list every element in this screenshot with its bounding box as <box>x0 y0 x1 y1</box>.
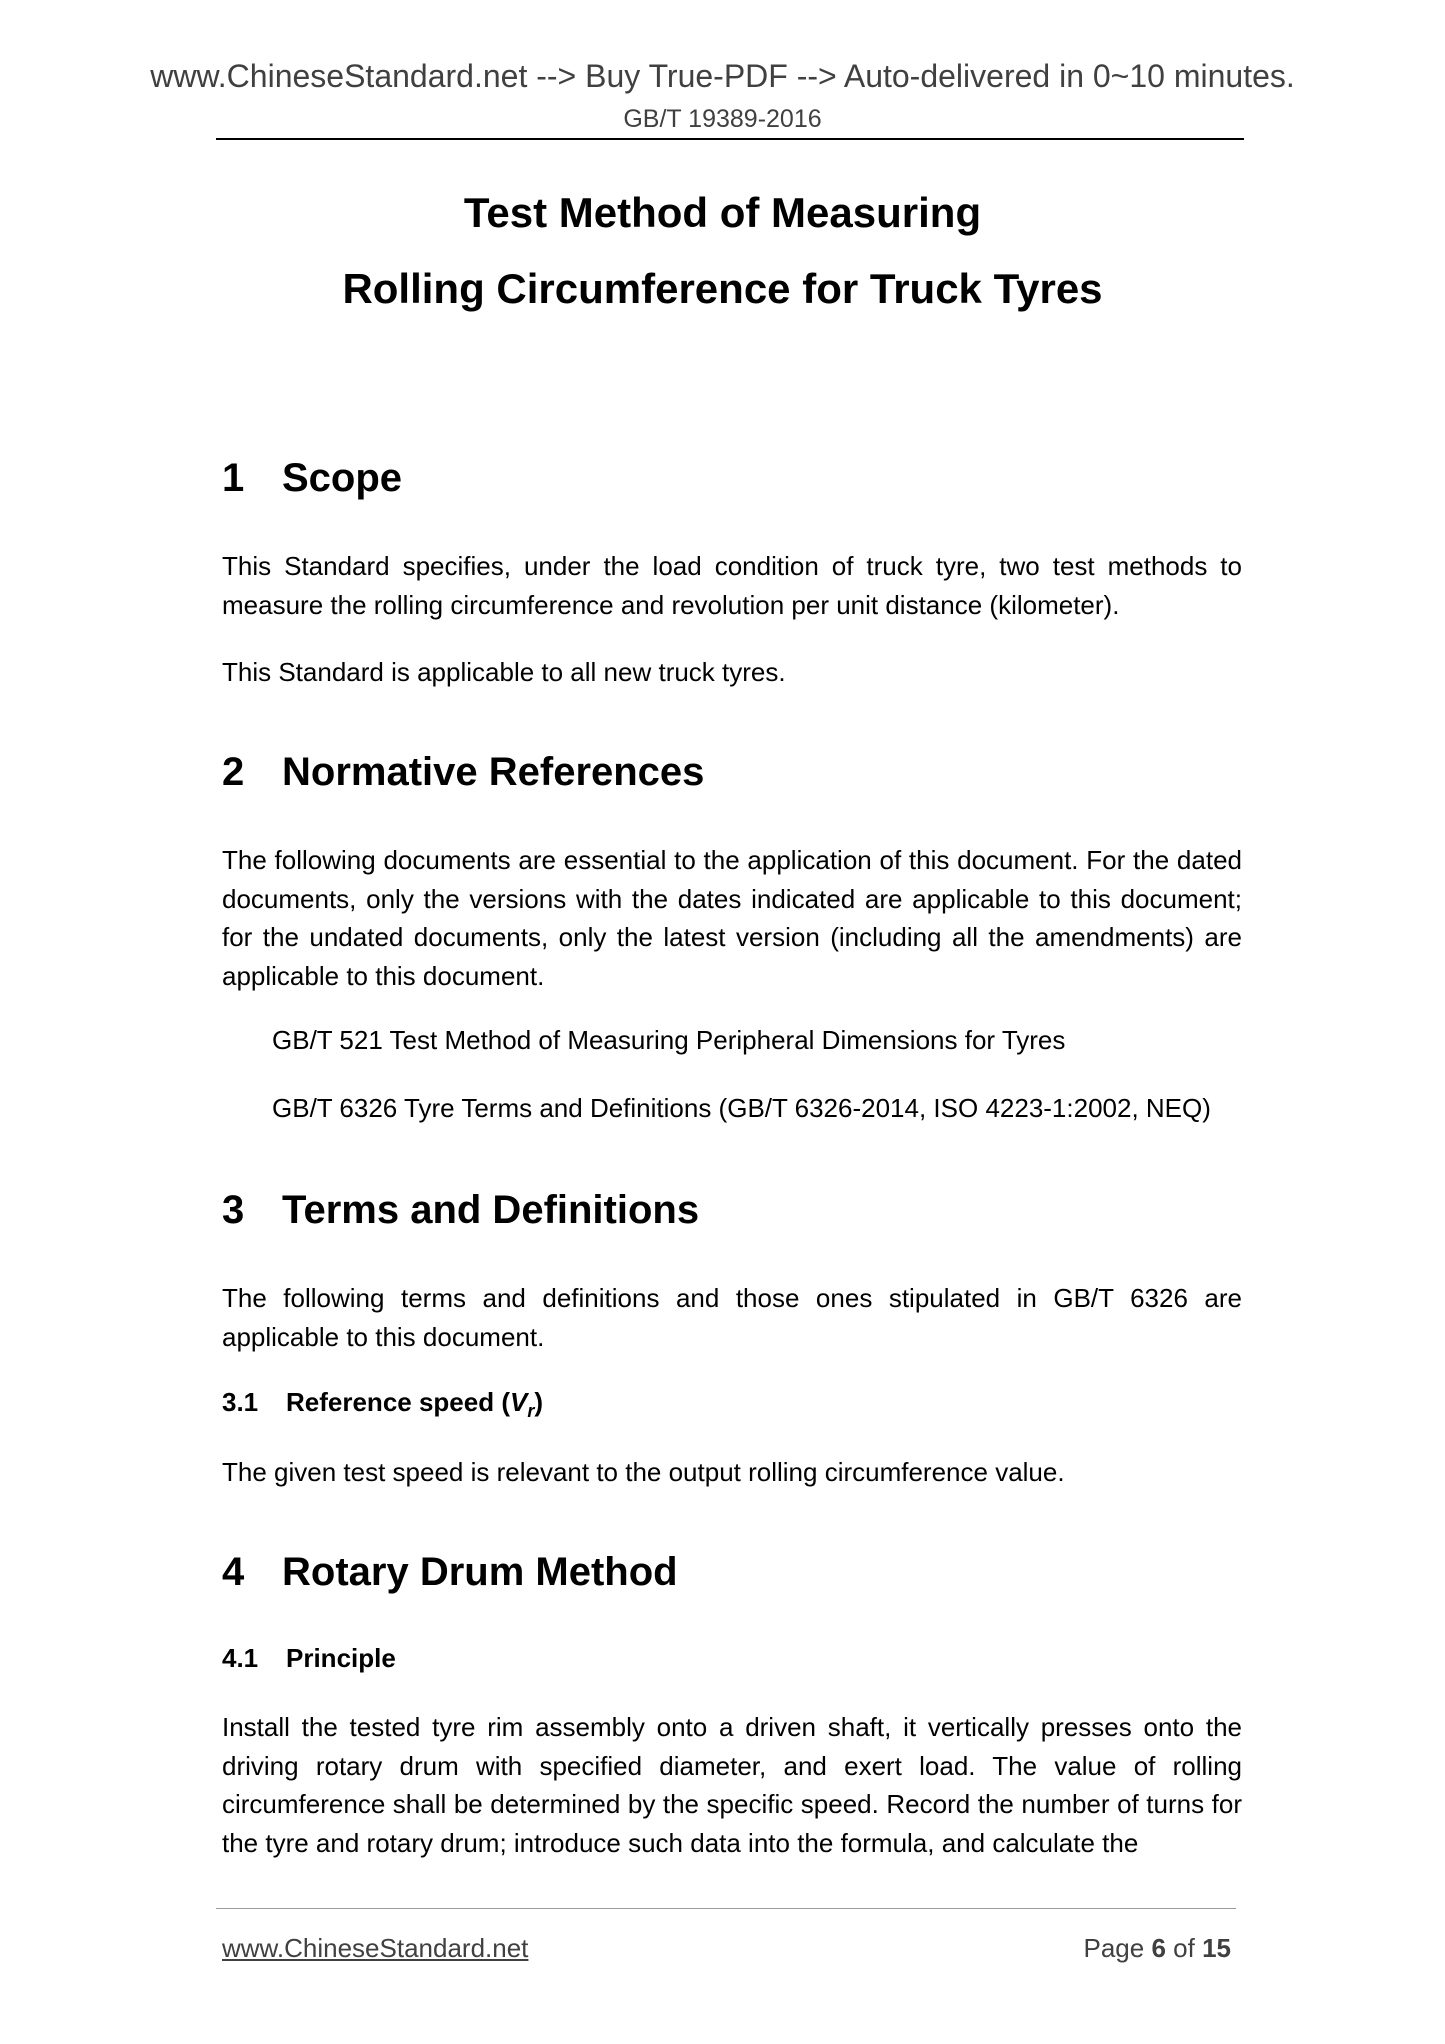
section-title: Terms and Definitions <box>282 1188 700 1232</box>
section-4-heading <box>222 1547 678 1597</box>
subsection-title-prefix: Reference speed ( <box>286 1387 510 1417</box>
scope-paragraph-1: This Standard specifies, under the load condition of truck tyre, two test methods to measure the rolling circumference and revolution per unit distance (kilometer). <box>222 551 1242 620</box>
speed-subscript: r <box>527 1401 535 1422</box>
document-title-line1: Test Method of Measuring <box>463 189 982 236</box>
subsection-4-1-heading <box>222 1641 396 1675</box>
page-of: of <box>1173 1933 1195 1963</box>
normative-references-paragraph: The following documents are essential to the application of this document. For the dated documents, only the versions with the dates indicated are applicable to this document; for the undated documents, only the latest version (including all the amendments) are applicable to this document. <box>222 845 1242 991</box>
subsection-number: 3.1 <box>222 1387 259 1417</box>
reference-item: GB/T 521 Test Method of Measuring Peripheral Dimensions for Tyres <box>272 1025 1066 1055</box>
section-title: Rotary Drum Method <box>282 1550 678 1594</box>
section-title: Scope <box>282 456 403 500</box>
footer-website-link[interactable]: www.ChineseStandard.net <box>222 1933 529 1963</box>
terms-paragraph: The following terms and definitions and those ones stipulated in GB/T 6326 are applicable to this document. <box>222 1283 1242 1352</box>
section-number: 3 <box>222 1188 245 1232</box>
section-number: 4 <box>222 1550 245 1594</box>
standard-number: GB/T 19389-2016 <box>623 105 822 133</box>
subsection-3-1-heading <box>222 1385 543 1428</box>
principle-paragraph: Install the tested tyre rim assembly onto a driven shaft, it vertically presses onto the driving rotary drum with specified diameter, and exert load. The value of rolling circumference shall be determined by the specific speed. Record the number of turns for the tyre and rotary drum; introduce such data into the formula, and calculate the <box>222 1712 1242 1858</box>
section-2-heading <box>222 747 704 797</box>
page-label: Page <box>1083 1933 1145 1963</box>
subsection-number: 4.1 <box>222 1643 259 1673</box>
section-1-heading <box>222 453 402 503</box>
section-number: 2 <box>222 750 245 794</box>
header-banner[interactable]: www.ChineseStandard.net --> Buy True-PDF --> Auto-delivered in 0~10 minutes. <box>150 58 1295 94</box>
reference-speed-definition: The given test speed is relevant to the output rolling circumference value. <box>222 1457 1065 1487</box>
subsection-title: Principle <box>286 1643 396 1673</box>
page-indicator <box>1083 1931 1231 1965</box>
reference-item: GB/T 6326 Tyre Terms and Definitions (GB/T 6326-2014, ISO 4223-1:2002, NEQ) <box>272 1093 1211 1123</box>
section-3-heading <box>222 1185 699 1235</box>
document-title-line2: Rolling Circumference for Truck Tyres <box>342 265 1103 312</box>
section-title: Normative References <box>282 750 705 794</box>
scope-paragraph-2: This Standard is applicable to all new truck tyres. <box>222 657 786 687</box>
speed-symbol: V <box>509 1387 528 1417</box>
header-divider <box>216 138 1244 140</box>
footer-divider <box>216 1908 1236 1909</box>
page-total: 15 <box>1202 1933 1231 1963</box>
subsection-title-suffix: ) <box>534 1387 544 1417</box>
section-number: 1 <box>222 456 245 500</box>
page-current: 6 <box>1151 1933 1166 1963</box>
